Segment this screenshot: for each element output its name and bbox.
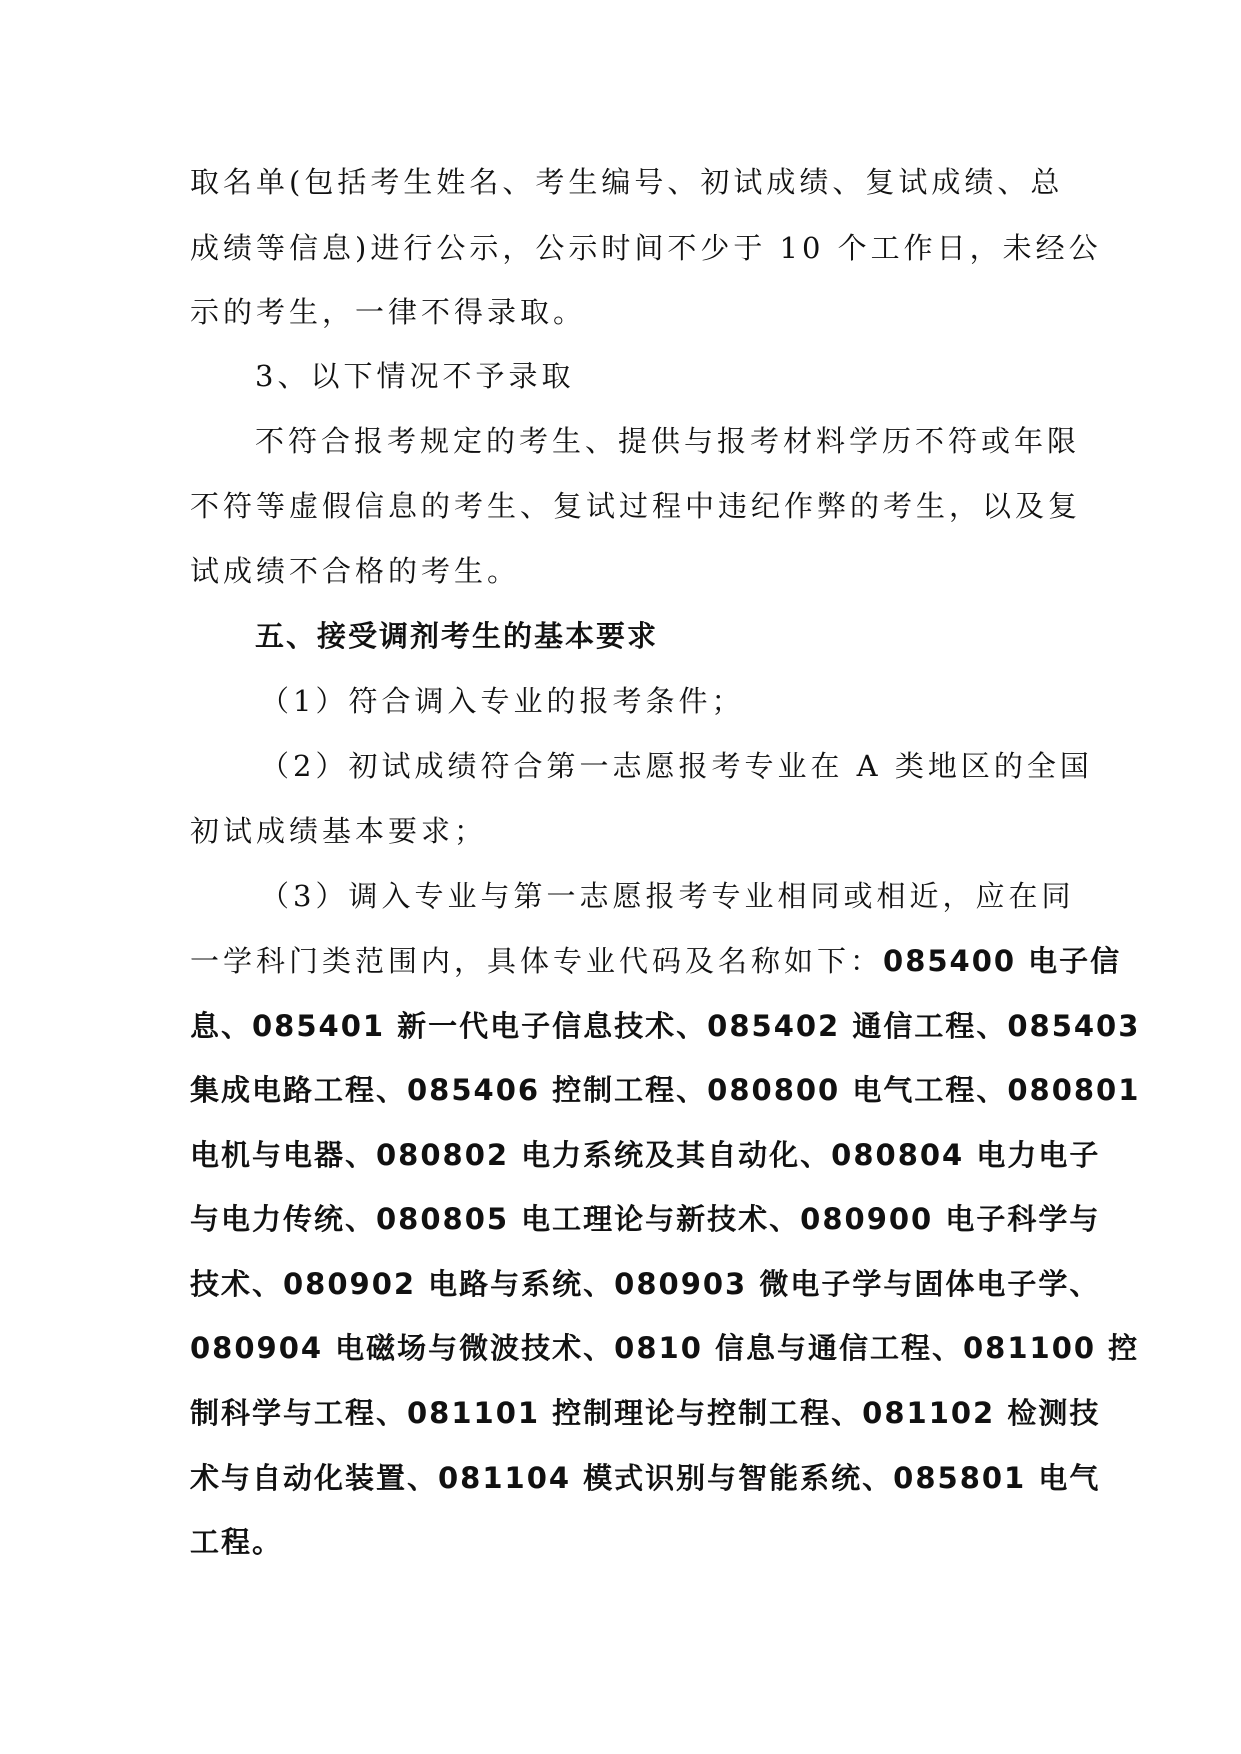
paragraph-line: 试成绩不合格的考生。 [190, 554, 521, 588]
paragraph-line: 示的考生，一律不得录取。 [190, 295, 587, 329]
paragraph-line [190, 941, 1122, 981]
section-heading: 五、接受调剂考生的基本要求 [255, 619, 659, 653]
bold-paragraph-line: 制科学与工程、081101 控制理论与控制工程、081102 检测技 [190, 1396, 1101, 1430]
bold-paragraph-line: 与电力传统、080805 电工理论与新技术、080900 电子科学与 [190, 1202, 1101, 1236]
bold-paragraph-line: 技术、080902 电路与系统、080903 微电子学与固体电子学、 [190, 1267, 1101, 1301]
bold-paragraph-line: 080904 电磁场与微波技术、0810 信息与通信工程、081100 控 [190, 1331, 1140, 1365]
bold-paragraph-line: 息、085401 新一代电子信息技术、085402 通信工程、085403 [190, 1009, 1141, 1043]
list-item: （3）调入专业与第一志愿报考专业相同或相近，应在同 [260, 879, 1075, 913]
list-item: （2）初试成绩符合第一志愿报考专业在 A 类地区的全国 [260, 749, 1093, 783]
paragraph-line: 成绩等信息)进行公示，公示时间不少于 10 个工作日，未经公 [190, 231, 1102, 265]
bold-paragraph-line: 电机与电器、080802 电力系统及其自动化、080804 电力电子 [190, 1138, 1101, 1172]
paragraph-line: 不符等虚假信息的考生、复试过程中违纪作弊的考生，以及复 [190, 489, 1082, 523]
paragraph-line: 不符合报考规定的考生、提供与报考材料学历不符或年限 [255, 424, 1081, 458]
bold-text: 085400 电子信 [883, 944, 1122, 978]
paragraph-line: 初试成绩基本要求； [190, 814, 488, 848]
bold-paragraph-line: 集成电路工程、085406 控制工程、080800 电气工程、080801 [190, 1073, 1141, 1107]
bold-paragraph-line: 术与自动化装置、081104 模式识别与智能系统、085801 电气 [190, 1461, 1101, 1495]
subsection-heading: 3、以下情况不予录取 [255, 359, 575, 393]
list-item: （1）符合调入专业的报考条件； [260, 684, 745, 718]
bold-paragraph-line: 工程。 [190, 1525, 284, 1559]
paragraph-line: 取名单(包括考生姓名、考生编号、初试成绩、复试成绩、总 [190, 165, 1064, 199]
plain-text: 一学科门类范围内，具体专业代码及名称如下： [190, 944, 884, 978]
